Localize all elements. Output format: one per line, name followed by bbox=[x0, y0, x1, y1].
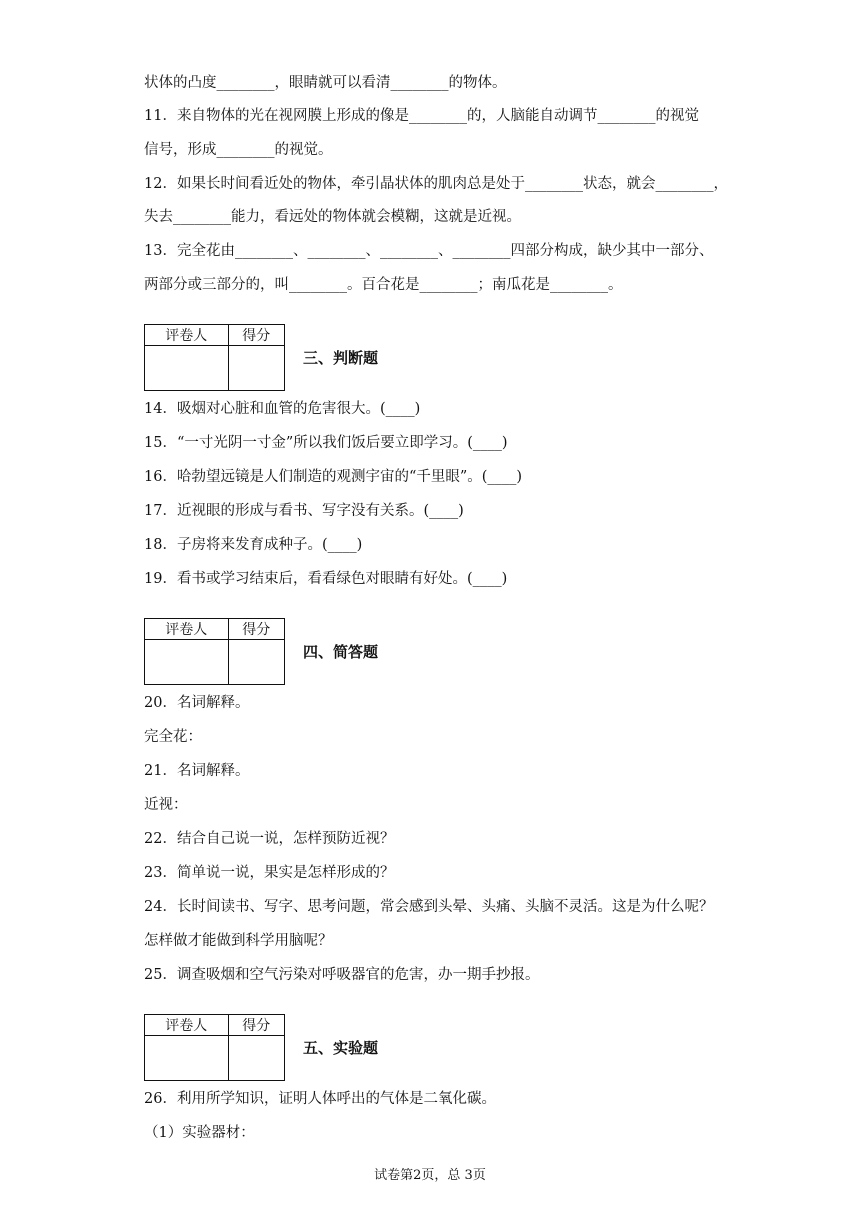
text-line: 怎样做才能做到科学用脑呢？ bbox=[144, 933, 333, 949]
question-21: 21．名词解释。 bbox=[144, 763, 250, 779]
text-line: 状体的凸度________，眼睛就可以看清________的物体。 bbox=[144, 75, 507, 91]
section-title-experiment: 五、实验题 bbox=[303, 1039, 379, 1057]
question-26: 26．利用所学知识，证明人体呼出的气体是二氧化碳。 bbox=[144, 1091, 496, 1107]
question-16: 16．哈勃望远镜是人们制造的观测宇宙的“千里眼”。(____) bbox=[144, 469, 523, 485]
reviewer-cell bbox=[145, 1036, 229, 1081]
question-20: 20．名词解释。 bbox=[144, 695, 250, 711]
section-title-short-answer: 四、简答题 bbox=[303, 643, 379, 661]
reviewer-label: 评卷人 bbox=[145, 325, 229, 346]
question-14: 14．吸烟对心脏和血管的危害很大。(____) bbox=[144, 401, 421, 417]
question-12: 12．如果长时间看近处的物体，牵引晶状体的肌肉总是处于________状态，就会________， bbox=[144, 176, 728, 192]
question-11: 11．来自物体的光在视网膜上形成的像是________的，人脑能自动调节________的视觉 bbox=[144, 108, 699, 124]
reviewer-label: 评卷人 bbox=[145, 619, 229, 640]
score-cell bbox=[228, 640, 284, 685]
text-line: 完全花： bbox=[144, 729, 202, 745]
question-23: 23．简单说一说，果实是怎样形成的？ bbox=[144, 865, 395, 881]
text-line: 近视： bbox=[144, 797, 188, 813]
question-17: 17．近视眼的形成与看书、写字没有关系。(____) bbox=[144, 503, 464, 519]
question-25: 25．调查吸烟和空气污染对呼吸器官的危害，办一期手抄报。 bbox=[144, 967, 540, 983]
text-line: （1）实验器材： bbox=[144, 1125, 255, 1141]
score-cell bbox=[228, 1036, 284, 1081]
question-15: 15．“一寸光阴一寸金”所以我们饭后要立即学习。(____) bbox=[144, 435, 508, 451]
section-title-judgement: 三、判断题 bbox=[303, 349, 379, 367]
grade-box bbox=[144, 324, 285, 391]
question-13: 13．完全花由________、________、________、________四部分构成，缺少其中一部分、 bbox=[144, 243, 714, 259]
score-label: 得分 bbox=[228, 325, 284, 346]
question-24: 24．长时间读书、写字、思考问题，常会感到头晕、头痛、头脑不灵活。这是为什么呢？ bbox=[144, 899, 714, 915]
question-18: 18．子房将来发育成种子。(____) bbox=[144, 537, 363, 553]
reviewer-cell bbox=[145, 640, 229, 685]
reviewer-label: 评卷人 bbox=[145, 1015, 229, 1036]
question-22: 22．结合自己说一说，怎样预防近视？ bbox=[144, 831, 395, 847]
grade-box bbox=[144, 618, 285, 685]
grade-box bbox=[144, 1014, 285, 1081]
page-footer: 试卷第2页，总 3页 bbox=[374, 1168, 486, 1183]
reviewer-cell bbox=[145, 346, 229, 391]
text-line: 两部分或三部分的，叫________。百合花是________；南瓜花是________。 bbox=[144, 277, 623, 293]
question-19: 19．看书或学习结束后，看看绿色对眼睛有好处。(____) bbox=[144, 571, 508, 587]
score-label: 得分 bbox=[228, 1015, 284, 1036]
score-cell bbox=[228, 346, 284, 391]
score-label: 得分 bbox=[228, 619, 284, 640]
text-line: 信号，形成________的视觉。 bbox=[144, 142, 333, 158]
text-line: 失去________能力，看远处的物体就会模糊，这就是近视。 bbox=[144, 209, 521, 225]
